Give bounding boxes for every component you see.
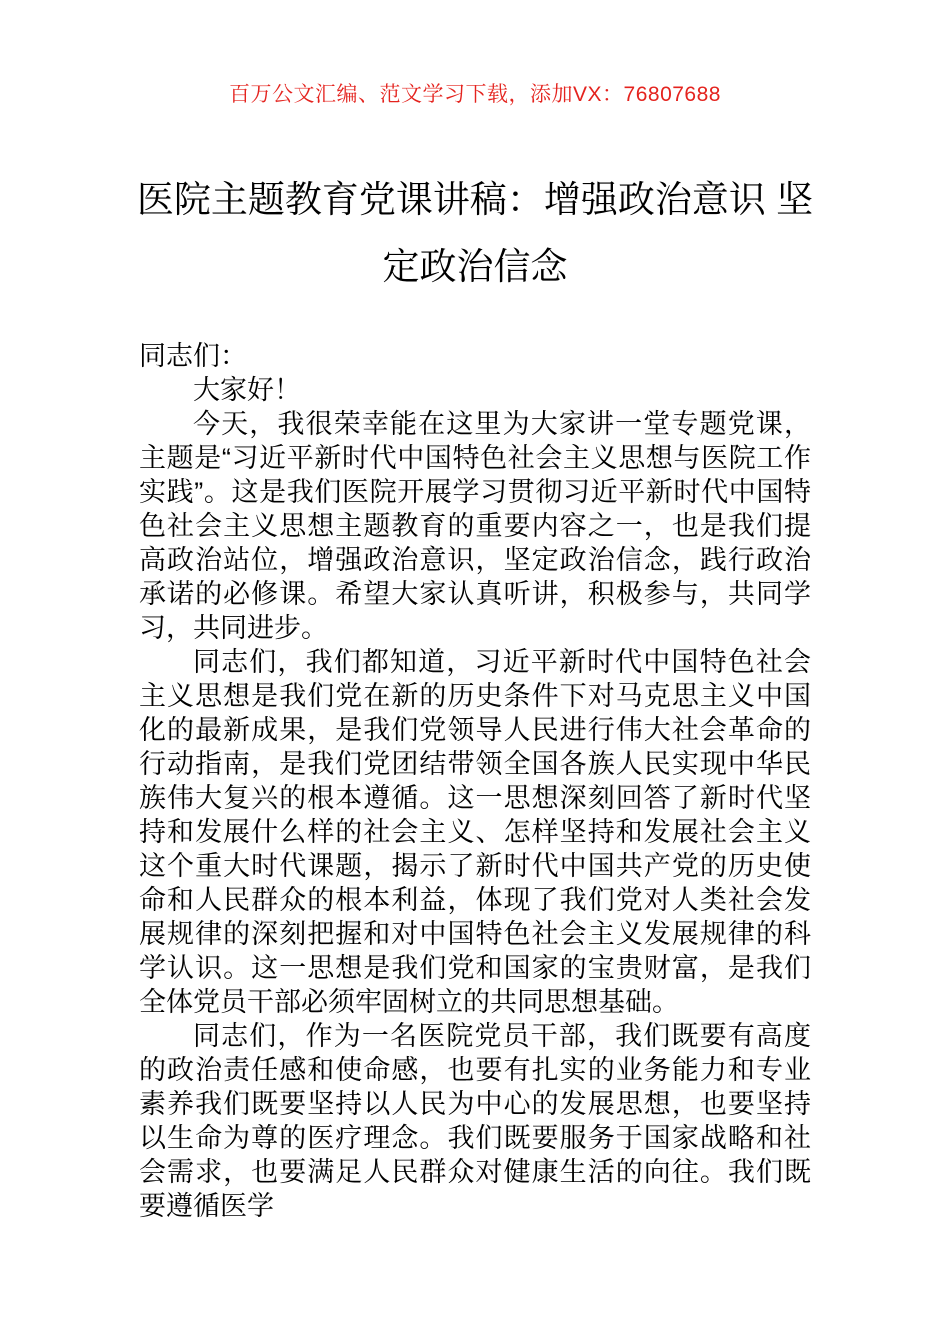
paragraph-intro: 今天，我很荣幸能在这里为大家讲一堂专题党课，主题是“习近平新时代中国特色社会主义思想与医院工作实践”。这是我们医院开展学习贯彻习近平新时代中国特色社会主义思想主题教育的重要内容之一，也是我们提高政治站位，增强政治意识，坚定政治信念，践行政治承诺的必修课。希望大家认真听讲，积极参与，共同学习，共同进步。	[139, 409, 811, 643]
promo-banner: 百万公文汇编、范文学习下载，添加VX：76807688	[229, 83, 721, 106]
paragraph-cadre-duty: 同志们，作为一名医院党员干部，我们既要有高度的政治责任感和使命感，也要有扎实的业务能力和专业素养我们既要坚持以人民为中心的发展思想，也要坚持以生命为尊的医疗理念。我们既要服务于国家战略和社会需求，也要满足人民群众对健康生活的向往。我们既要遵循医学	[139, 1021, 811, 1221]
salutation: 同志们：	[139, 341, 247, 371]
paragraph-greeting: 大家好！	[193, 375, 301, 405]
document-title: 医院主题教育党课讲稿：增强政治意识 坚定政治信念	[136, 179, 814, 287]
paragraph-thought: 同志们，我们都知道，习近平新时代中国特色社会主义思想是我们党在新的历史条件下对马克思主义中国化的最新成果，是我们党领导人民进行伟大社会革命的行动指南，是我们党团结带领全国各族人民实现中华民族伟大复兴的根本遵循。这一思想深刻回答了新时代坚持和发展什么样的社会主义、怎样坚持和发展社会主义这个重大时代课题，揭示了新时代中国共产党的历史使命和人民群众的根本利益，体现了我们党对人类社会发展规律的深刻把握和对中国特色社会主义发展规律的科学认识。这一思想是我们党和国家的宝贵财富，是我们全体党员干部必须牢固树立的共同思想基础。	[139, 647, 811, 1017]
document-body	[139, 339, 811, 1223]
